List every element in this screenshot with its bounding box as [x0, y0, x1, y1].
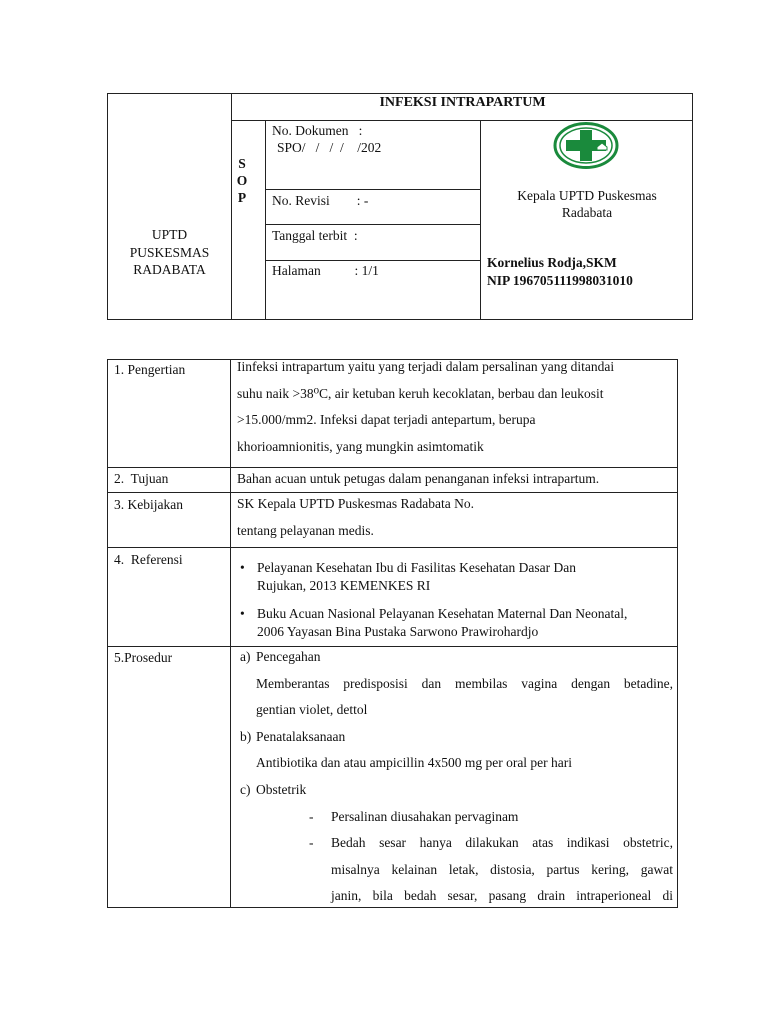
- prosedur-item-c: [237, 777, 673, 804]
- text-line: janin, bila bedah sesar, pasang drain intraperioneal di: [331, 888, 673, 904]
- text-line: misalnya kelainan letak, distosia, partus kering, gawat: [331, 861, 673, 877]
- org-name-line: UPTD: [151, 227, 188, 242]
- dash-item: [309, 804, 673, 831]
- row-divider: [107, 547, 678, 548]
- item-marker: a): [240, 649, 251, 664]
- header-divider-h1: [265, 189, 480, 190]
- header-divider-h-title: [231, 120, 693, 121]
- text-line: Rujukan, 2013 KEMENKES RI: [257, 578, 431, 593]
- head-title: [481, 187, 693, 221]
- item-title: Penatalaksanaan: [256, 728, 346, 744]
- prosedur-item-b: [237, 724, 673, 751]
- doc-number-value: SPO/ / / / /202: [277, 140, 382, 155]
- referensi-list: [237, 559, 677, 641]
- item-body: [237, 671, 673, 724]
- text-line: Pelayanan Kesehatan Ibu di Fasilitas Kesehatan Dasar Dan: [257, 560, 577, 575]
- bullet-icon: •: [240, 606, 245, 621]
- item-title: Pencegahan: [256, 649, 321, 664]
- revision-number: No. Revisi : -: [272, 193, 369, 208]
- sop-letter: S: [238, 156, 246, 171]
- head-name: Kornelius Rodja,SKM: [487, 255, 617, 270]
- head-title-line: Kepala UPTD Puskesmas: [517, 188, 657, 203]
- row-label-tujuan: 2. Tujuan: [114, 471, 169, 486]
- sop-letter: O: [236, 173, 248, 188]
- puskesmas-logo-icon: [553, 121, 619, 170]
- head-title-line: Radabata: [561, 205, 613, 220]
- text-line: Iinfeksi intrapartum yaitu yang terjadi dalam persalinan yang ditandai: [237, 359, 615, 374]
- text-line: Buku Acuan Nasional Pelayanan Kesehatan Maternal Dan Neonatal,: [257, 606, 628, 621]
- row-label-prosedur: 5.Prosedur: [114, 650, 173, 665]
- text-line: 2006 Yayasan Bina Pustaka Sarwono Prawirohardjo: [257, 624, 539, 639]
- sop-label: [232, 155, 252, 206]
- header-divider-v2: [265, 120, 266, 320]
- org-name: [108, 226, 231, 279]
- text-line: Memberantas predisposisi dan membilas vagina dengan betadine,: [256, 675, 673, 691]
- header-divider-h3: [265, 260, 480, 261]
- item-body: [237, 750, 673, 777]
- row-label-referensi: 4. Referensi: [114, 552, 183, 567]
- sop-table-column-divider: [230, 359, 231, 908]
- dash-list: [237, 804, 673, 910]
- head-nip: NIP 196705111998031010: [487, 273, 633, 288]
- dash-marker: -: [309, 835, 314, 851]
- row-label-pengertian: 1. Pengertian: [114, 362, 186, 377]
- list-item: [237, 605, 677, 641]
- row-divider: [107, 467, 678, 468]
- row-label-kebijakan: 3. Kebijakan: [114, 497, 183, 512]
- doc-number-label: No. Dokumen :: [272, 123, 363, 138]
- dash-item: [309, 830, 673, 910]
- issue-date: Tanggal terbit :: [272, 228, 358, 243]
- bullet-icon: •: [240, 560, 245, 575]
- org-name-line: PUSKESMAS: [129, 244, 210, 260]
- text-line: >15.000/mm2. Infeksi dapat terjadi antepartum, berupa: [237, 412, 536, 427]
- text-line: khorioamnionitis, yang mungkin asimtomatik: [237, 438, 484, 454]
- dash-marker: -: [309, 808, 314, 824]
- org-name-line: RADABATA: [133, 262, 206, 277]
- prosedur-content: [237, 644, 673, 910]
- text-line: Antibiotika dan atau ampicillin 4x500 mg per oral per hari: [256, 755, 573, 771]
- text-line: Bedah sesar hanya dilakukan atas indikasi obstetric,: [331, 835, 673, 851]
- sop-letter: P: [237, 190, 247, 205]
- item-marker: c): [240, 781, 251, 797]
- text-line: suhu naik >38⁰C, air ketuban keruh kecoklatan, berbau dan leukosit: [237, 385, 604, 401]
- header-divider-v1: [231, 93, 232, 320]
- kebijakan-text: [237, 491, 673, 544]
- text-line: SK Kepala UPTD Puskesmas Radabata No.: [237, 496, 474, 511]
- text-line: tentang pelayanan medis.: [237, 522, 374, 538]
- item-title: Obstetrik: [256, 781, 307, 797]
- text-line: Persalinan diusahakan pervaginam: [331, 808, 519, 824]
- page-number: Halaman : 1/1: [272, 263, 379, 278]
- item-marker: b): [240, 728, 252, 744]
- tujuan-text: Bahan acuan untuk petugas dalam penanganan infeksi intrapartum.: [237, 471, 600, 486]
- text-line: gentian violet, dettol: [256, 702, 368, 718]
- list-item: [237, 559, 677, 595]
- prosedur-item-a: [237, 644, 673, 671]
- document-title: INFEKSI INTRAPARTUM: [379, 95, 546, 110]
- pengertian-text: [237, 354, 673, 460]
- header-divider-h2: [265, 224, 480, 225]
